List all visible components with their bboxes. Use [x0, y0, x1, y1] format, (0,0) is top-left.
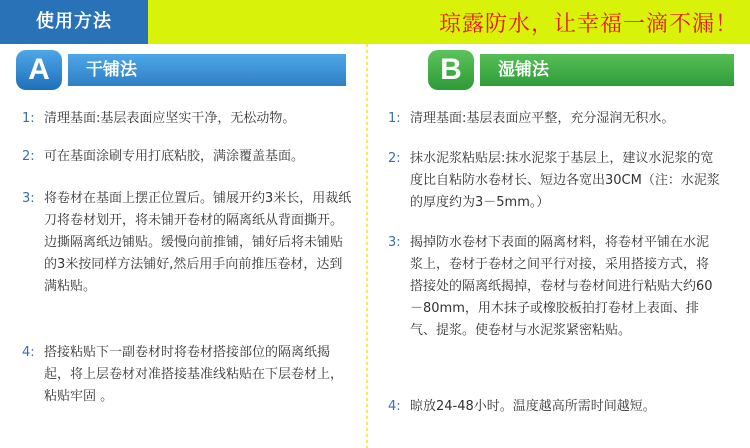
step-number: 2: — [22, 149, 35, 164]
step-text: 清理基面:基层表面应坚实干净，无松动物。 — [44, 111, 296, 126]
section-a-header — [16, 50, 346, 90]
step-text: 晾放24-48小时。温度越高所需时间越短。 — [410, 399, 656, 414]
step-number: 1: — [388, 111, 401, 126]
step-text: 搭接粘贴下一副卷材时将卷材搭接部位的隔离纸揭起，将上层卷材对准搭接基准线粘贴在下层卷材上，粘贴牢固 。 — [44, 345, 344, 404]
step-text: 将卷材在基面上摆正位置后。铺展开约3米长，用裁纸刀将卷材划开，将未铺开卷材的隔离纸从背面撕开。边撕隔离纸边铺贴。缓慢向前推铺，铺好后将未铺贴的3米按同样方法铺好,然后用手向前推压卷材，达到满粘贴。 — [44, 191, 352, 294]
step-number: 3: — [388, 235, 401, 250]
section-b-header — [428, 50, 734, 90]
step-text: 抹水泥浆粘贴层:抹水泥浆于基层上，建议水泥浆的宽度比自粘防水卷材长、短边各宽出30CM（注：水泥浆的厚度约为3－5mm。） — [410, 151, 720, 210]
section-a-title: 干铺法 — [68, 54, 346, 86]
brand-slogan: 琼露防水，让幸福一滴不漏！ — [438, 12, 738, 37]
step-number: 2: — [388, 151, 401, 166]
step-text: 揭掉防水卷材下表面的隔离材料，将卷材平铺在水泥浆上，卷材于卷材之间平行对接，采用搭接方式，将搭接处的隔离纸揭掉，卷材与卷材间进行粘贴大约60－80mm，用木抹子或橡胶板拍打卷材上表面、排气、提浆。使卷材与水泥浆紧密粘贴。 — [410, 235, 713, 338]
section-b-title: 湿铺法 — [480, 54, 734, 86]
step-number: 4: — [22, 345, 35, 360]
step-number: 3: — [22, 191, 35, 206]
section-a-badge: A — [16, 50, 62, 90]
step-text: 可在基面涂刷专用打底粘胶，满涂覆盖基面。 — [44, 149, 305, 164]
step-text: 清理基面:基层表面应平整，充分湿润无积水。 — [410, 111, 675, 126]
usage-tab: 使用方法 — [0, 0, 148, 44]
section-b-badge: B — [428, 50, 474, 90]
top-banner — [0, 0, 750, 44]
column-divider — [366, 44, 368, 448]
step-number: 1: — [22, 111, 35, 126]
step-number: 4: — [388, 399, 401, 414]
